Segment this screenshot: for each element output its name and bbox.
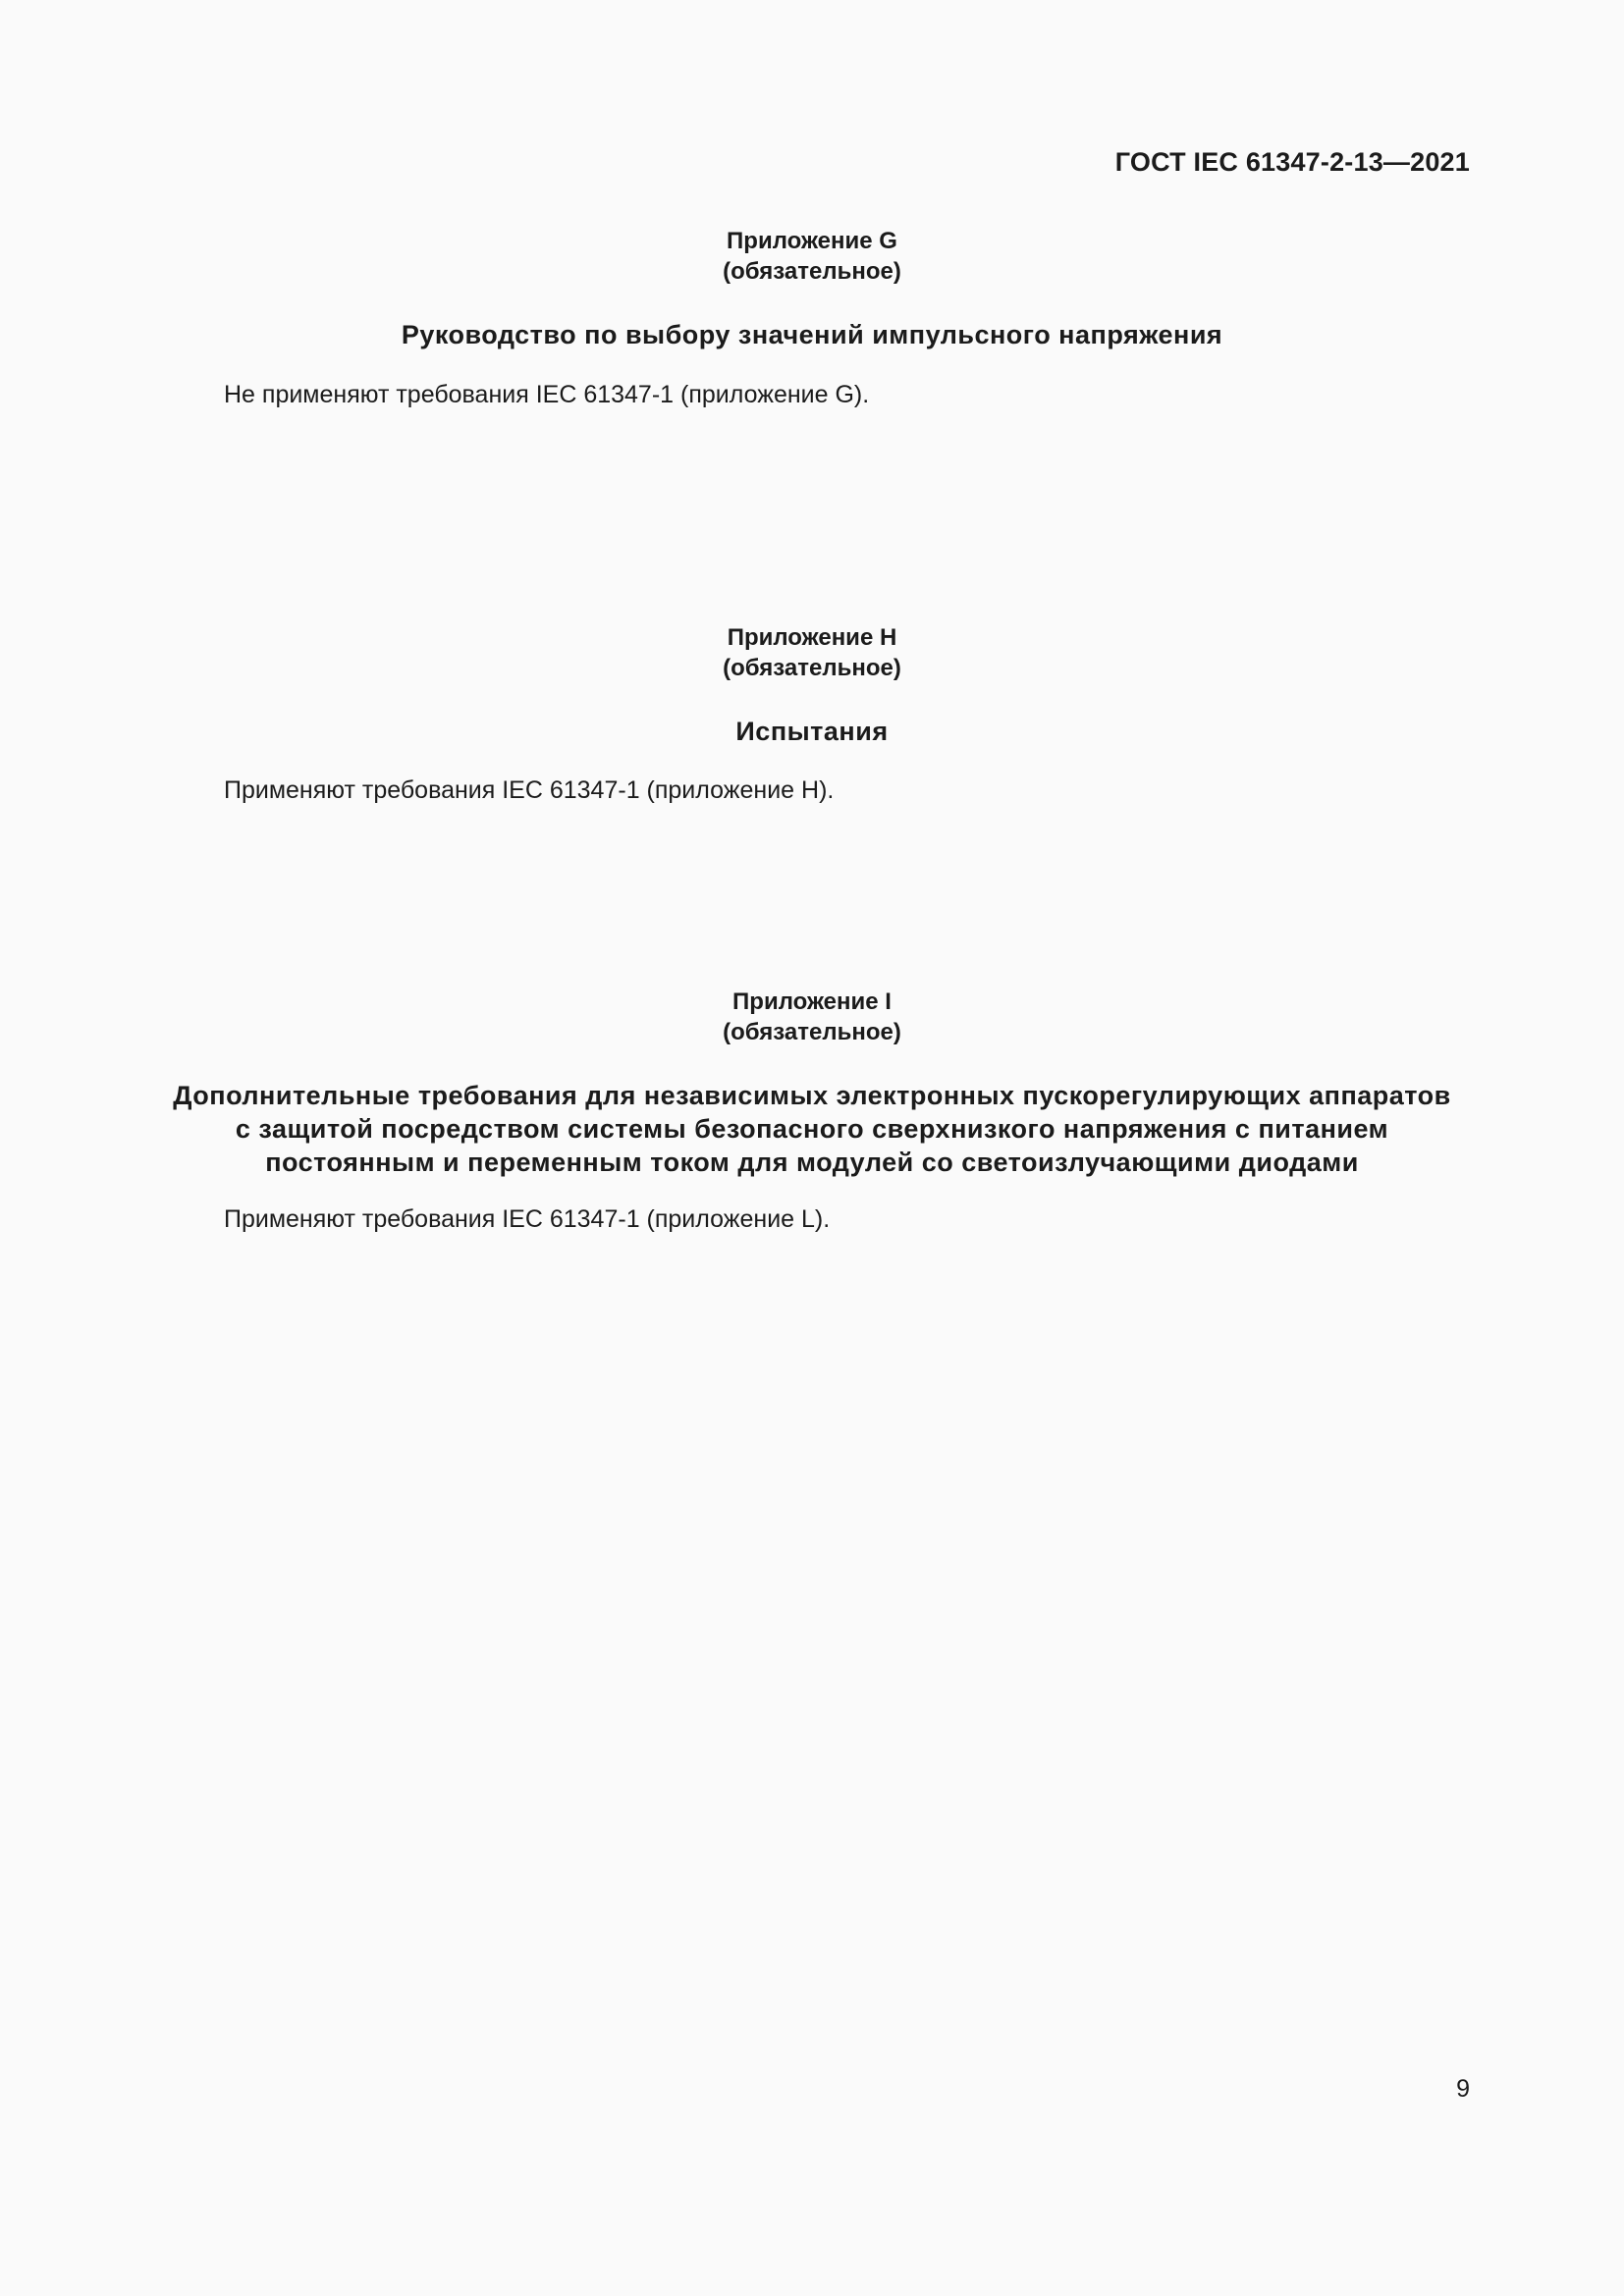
annex-i-title-line-1: Дополнительные требования для независимых электронных пускорегулирующих аппаратов (173, 1081, 1451, 1110)
annex-i-label: Приложение I (732, 988, 892, 1015)
annex-i-status: (обязательное) (723, 1019, 901, 1045)
annex-i-title-line-2: с защитой посредством системы безопасного сверхнизкого напряжения с питанием (235, 1114, 1389, 1144)
annex-h (157, 622, 1467, 748)
annex-i-text: Применяют требования IEC 61347-1 (приложение L). (224, 1205, 831, 1233)
annex-i-title-line-3: постоянным и переменным током для модулей со светоизлучающими диодами (265, 1148, 1359, 1177)
annex-h-text: Применяют требования IEC 61347-1 (приложение H). (224, 776, 835, 804)
annex-g-label: Приложение G (727, 228, 897, 254)
annex-g-text: Не применяют требования IEC 61347-1 (приложение G). (224, 381, 870, 408)
annex-i-title (157, 1079, 1467, 1179)
annex-h-status: (обязательное) (723, 655, 901, 681)
annex-g-status: (обязательное) (723, 258, 901, 285)
annex-g (157, 226, 1467, 351)
annex-g-title: Руководство по выбору значений импульсного напряжения (401, 320, 1223, 349)
document-code: ГОСТ IEC 61347-2-13—2021 (1114, 147, 1470, 177)
annex-h-label: Приложение H (727, 624, 897, 651)
annex-i (157, 987, 1467, 1179)
annex-h-title: Испытания (735, 717, 889, 746)
page-number: 9 (1456, 2075, 1470, 2103)
